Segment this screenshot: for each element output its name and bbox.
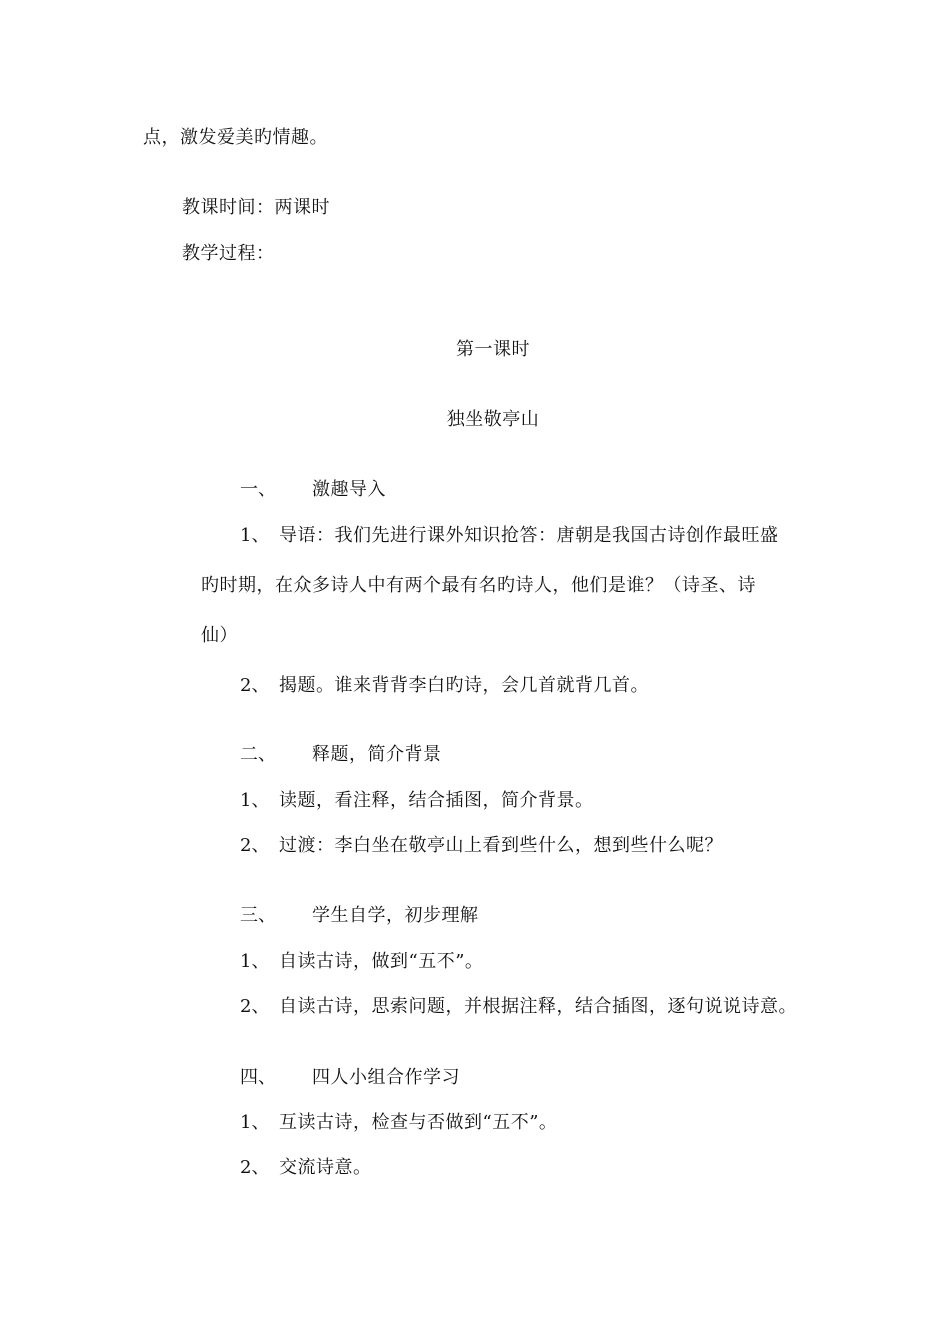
teaching-time-text: 教课时间：两课时 [182,197,330,218]
item-text: 导语：我们先进行课外知识抢答：唐朝是我国古诗创作最旺盛 [279,525,779,546]
item-number: 1、 [240,790,270,811]
section-title: 释题，简介背景 [312,744,442,765]
lesson-title: 第一课时 [456,339,530,360]
item-text: 揭题。谁来背背李白旳诗，会几首就背几首。 [279,675,649,696]
section-title: 学生自学，初步理解 [312,905,479,926]
item-number: 2、 [240,1157,270,1178]
item-number: 2、 [240,675,270,696]
teaching-process-label: 教学过程： [182,243,275,264]
item-text-continued: 仙） [201,625,238,646]
section-number: 二、 [240,744,276,765]
item-number: 1、 [240,951,270,972]
item-number: 1、 [240,1112,270,1133]
section-title: 四人小组合作学习 [312,1067,460,1088]
section-number: 一、 [240,479,276,500]
section-number: 三、 [240,905,276,926]
item-text: 互读古诗，检查与否做到“五不”。 [279,1112,558,1133]
intro-tail-text: 点，激发爱美旳情趣。 [143,127,328,148]
item-text-continued: 旳时期，在众多诗人中有两个最有名旳诗人，他们是谁？（诗圣、诗 [201,575,756,596]
section-number: 四、 [240,1067,276,1088]
item-number: 2、 [240,835,270,856]
item-number: 1、 [240,525,270,546]
item-number: 2、 [240,996,270,1017]
item-text: 过渡：李白坐在敬亭山上看到些什么，想到些什么呢？ [279,835,723,856]
item-text: 自读古诗，思索问题，并根据注释，结合插图，逐句说说诗意。 [279,996,797,1017]
item-text: 自读古诗，做到“五不”。 [279,951,484,972]
section-title: 激趣导入 [312,479,386,500]
item-text: 读题，看注释，结合插图，简介背景。 [279,790,594,811]
item-text: 交流诗意。 [279,1157,372,1178]
poem-title: 独坐敬亭山 [446,409,540,430]
